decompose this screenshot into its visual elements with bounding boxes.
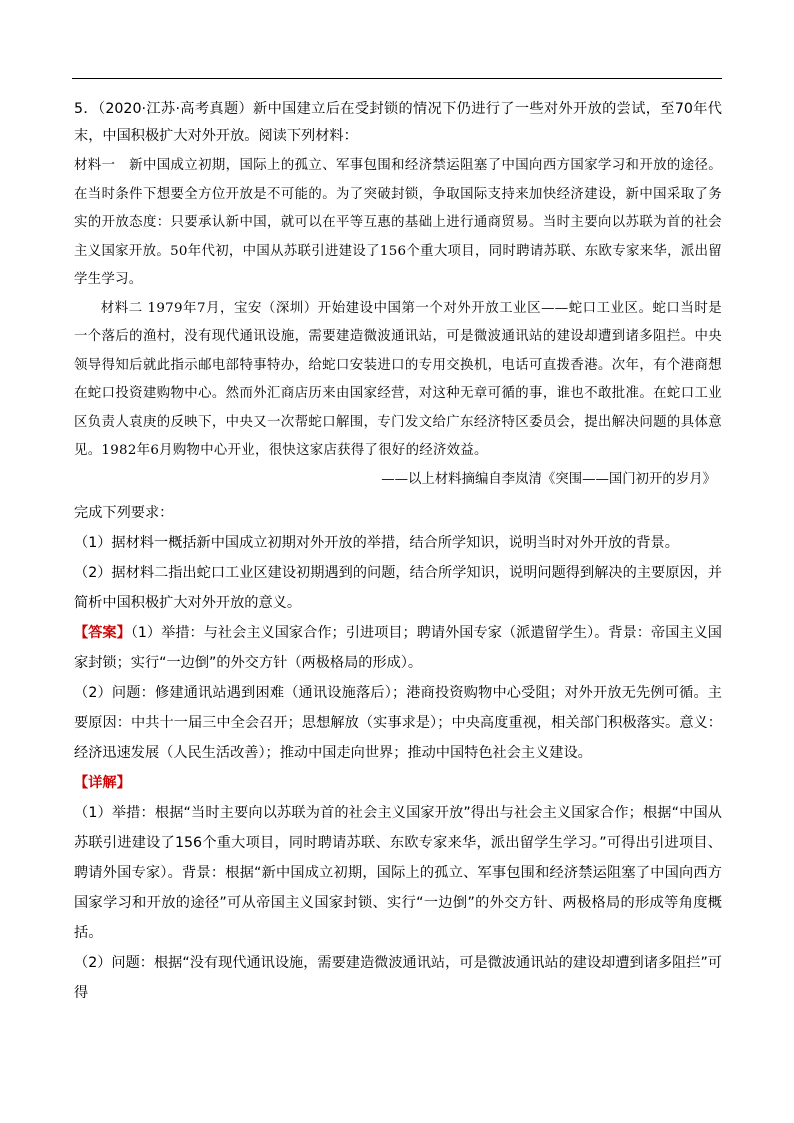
question-number: 5．（2020·江苏·高考真题）: [74, 101, 254, 117]
requirement-1: （1）据材料一概括新中国成立初期对外开放的举措，结合所学知识，说明当时对外开放的背景。: [74, 534, 679, 551]
detail-heading: [74, 768, 722, 798]
detail-label: 【详解】: [74, 774, 131, 791]
answer-part-1: [74, 618, 722, 678]
question-intro: 新中国建立后在受封锁的情况下仍进行了一些对外开放的尝试，至70年代末，中国积极扩大对外开放。阅读下列材料：: [74, 101, 722, 144]
detail-part-1: （1）举措：根据“当时主要向以苏联为首的社会主义国家开放”得出与社会主义国家合作；根据“中国从苏联引进建设了156个重大项目，同时聘请苏联、东欧专家来华，派出留学生学习。”可得出引进项目、聘请外国专家）。背景：根据“新中国成立初期，国际上的孤立、军事包围和经济禁运阻塞了中国向西方国家学习和开放的途径”可从帝国主义国家封锁、实行“一边倒”的外交方针、两极格局的形成等角度概括。: [74, 804, 722, 941]
content-area: [74, 96, 722, 1008]
requirements-heading: 完成下列要求：: [74, 504, 174, 521]
header-rule: [72, 78, 722, 79]
question-stem: [74, 96, 722, 150]
answer-part-1-text: （1）举措：与社会主义国家合作；引进项目；聘请外国专家（派遣留学生）。背景：帝国主义国家封锁；实行“一边倒”的外交方针（两极格局的形成）。: [74, 624, 722, 671]
answer-part-2: （2）问题：修建通讯站遇到困难（通讯设施落后）；港商投资购物中心受阻；对外开放无先例可循。主要原因：中共十一届三中全会召开；思想解放（实事求是）；中央高度重视，相关部门积极落实。意义：经济迅速发展（人民生活改善）；推动中国走向世界；推动中国特色社会主义建设。: [74, 684, 722, 761]
detail-part-2: （2）问题：根据“没有现代通讯设施，需要建造微波通讯站，可是微波通讯站的建设却遭到诸多阻拦”可得: [74, 954, 722, 1001]
answer-label: 【答案】: [74, 624, 131, 641]
material-source: ——以上材料摘编自李岚清《突围——国门初开的岁月》: [381, 471, 716, 487]
material-one: 材料一 新中国成立初期，国际上的孤立、军事包围和经济禁运阻塞了中国向西方国家学习和开放的途径。在当时条件下想要全方位开放是不可能的。为了突破封锁，争取国际支持来加快经济建设，新中国采取了务实的开放态度：只要承认新中国，就可以在平等互惠的基础上进行通商贸易。当时主要向以苏联为首的社会主义国家开放。50年代初，中国从苏联引进建设了156个重大项目，同时聘请苏联、东欧专家来华，派出留学生学习。: [74, 158, 722, 287]
requirement-2: （2）据材料二指出蛇口工业区建设初期遇到的问题，结合所学知识，说明问题得到解决的主要原因，并简析中国积极扩大对外开放的意义。: [74, 564, 722, 611]
material-two: 材料二 1979年7月，宝安（深圳）开始建设中国第一个对外开放工业区——蛇口工业区。蛇口当时是一个落后的渔村，没有现代通讯设施，需要建造微波通讯站，可是微波通讯站的建设却遭到诸多阻拦。中央领导得知后就此指示邮电部特事特办，给蛇口安装进口的专用交换机，电话可直拨香港。次年，有个港商想在蛇口投资建购物中心。然而外汇商店历来由国家经营，对这种无章可循的事，谁也不敢批准。在蛇口工业区负责人袁庚的反映下，中央又一次帮蛇口解围，专门发文给广东经济特区委员会，提出解决问题的具体意见。1982年6月购物中心开业，很快这家店获得了很好的经济效益。: [74, 300, 722, 458]
